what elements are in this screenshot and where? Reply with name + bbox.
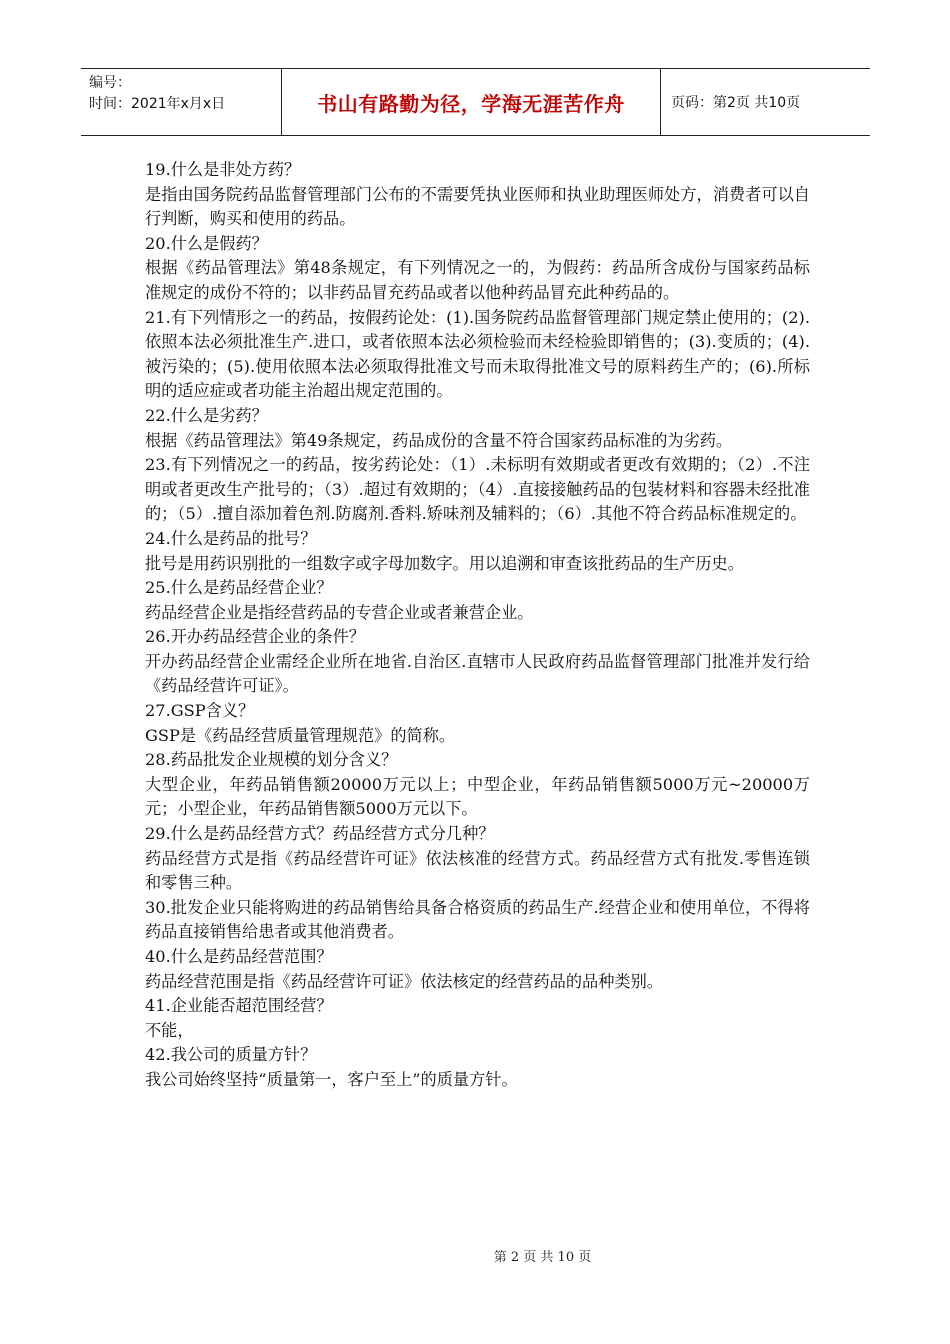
header-meta: [81, 69, 281, 135]
paragraph: 我公司始终坚持“质量第一，客户至上”的质量方针。: [145, 1069, 518, 1089]
paragraph: 20.什么是假药？: [145, 233, 268, 253]
paragraph: 批号是用药识别批的一组数字或字母加数字。用以追溯和审查该批药品的生产历史。: [145, 553, 744, 573]
paragraph: 根据《药品管理法》第48条规定，有下列情况之一的，为假药：药品所含成份与国家药品标准规定的成份不符的；以非药品冒充药品或者以他种药品冒充此种药品的。: [145, 258, 810, 302]
paragraph: 大型企业，年药品销售额20000万元以上；中型企业，年药品销售额5000万元~20000万元；小型企业，年药品销售额5000万元以下。: [145, 774, 810, 819]
paragraph: 开办药品经营企业需经企业所在地省.自治区.直辖市人民政府药品监督管理部门批准并发行给《药品经营许可证》。: [145, 651, 810, 696]
paragraph: 19.什么是非处方药？: [145, 160, 301, 179]
paragraph: 41.企业能否超范围经营？: [145, 996, 333, 1016]
paragraph: 27.GSP含义？: [145, 701, 255, 721]
paragraph: 药品经营方式是指《药品经营许可证》依法核准的经营方式。药品经营方式有批发.零售连锁和零售三种。: [145, 848, 810, 893]
page-header: [81, 68, 870, 136]
paragraph: GSP是《药品经营质量管理规范》的简称。: [145, 725, 456, 745]
paragraph: 30.批发企业只能将购进的药品销售给具备合格资质的药品生产.经营企业和使用单位，不得将药品直接销售给患者或其他消费者。: [145, 897, 810, 942]
paragraph: 42.我公司的质量方针？: [145, 1045, 317, 1065]
paragraph: 29.什么是药品经营方式？药品经营方式分几种？: [145, 824, 495, 844]
header-page-label: 页码：第2页 共10页: [671, 95, 801, 111]
paragraph: 药品经营范围是指《药品经营许可证》依法核定的经营药品的品种类别。: [145, 971, 663, 991]
paragraph: 26.开办药品经营企业的条件？: [145, 627, 365, 647]
paragraph: 不能，: [145, 1020, 194, 1040]
page-footer: 第 2 页 共 10 页: [493, 1250, 592, 1265]
paragraph: 23.有下列情况之一的药品，按劣药论处：（1）.未标明有效期或者更改有效期的；（2）.不注明或者更改生产批号的；（3）.超过有效期的；（4）.直接接触药品的包装材料和容器未经批准的；（5）.擅自添加着色剂.防腐剂.香料.矫味剂及辅料的；（6）.其他不符合药品标准规定的。: [145, 455, 810, 524]
paragraph: 25.什么是药品经营企业？: [145, 578, 333, 598]
paragraph: 28.药品批发企业规模的划分含义？: [145, 750, 398, 770]
number-label: 编号：: [89, 75, 131, 91]
paragraph: 药品经营企业是指经营药品的专营企业或者兼营企业。: [145, 602, 534, 622]
paragraph: 40.什么是药品经营范围？: [145, 947, 333, 966]
paragraph: 是指由国务院药品监督管理部门公布的不需要凭执业医师和执业助理医师处方，消费者可以自行判断，购买和使用的药品。: [145, 184, 810, 229]
paragraph: 22.什么是劣药？: [145, 405, 268, 425]
header-motto: 书山有路勤为径，学海无涯苦作舟: [281, 69, 661, 135]
paragraph: 根据《药品管理法》第49条规定，药品成份的含量不符合国家药品标准的为劣药。: [145, 430, 733, 450]
paragraph: 21.有下列情形之一的药品，按假药论处：(1).国务院药品监督管理部门规定禁止使用的；(2).依照本法必须批准生产.进口，或者依照本法必须检验而未经检验即销售的；(3).变质的；(4).被污染的；(5).使用依照本法必须取得批准文号而未取得批准文号的原料药生产的；(6).所标明的适应症或者功能主治超出规定范围的。: [145, 307, 810, 401]
paragraph: 24.什么是药品的批号？: [145, 528, 317, 548]
document-body: [145, 158, 810, 1093]
time-label: 时间：2021年x月x日: [89, 96, 226, 112]
